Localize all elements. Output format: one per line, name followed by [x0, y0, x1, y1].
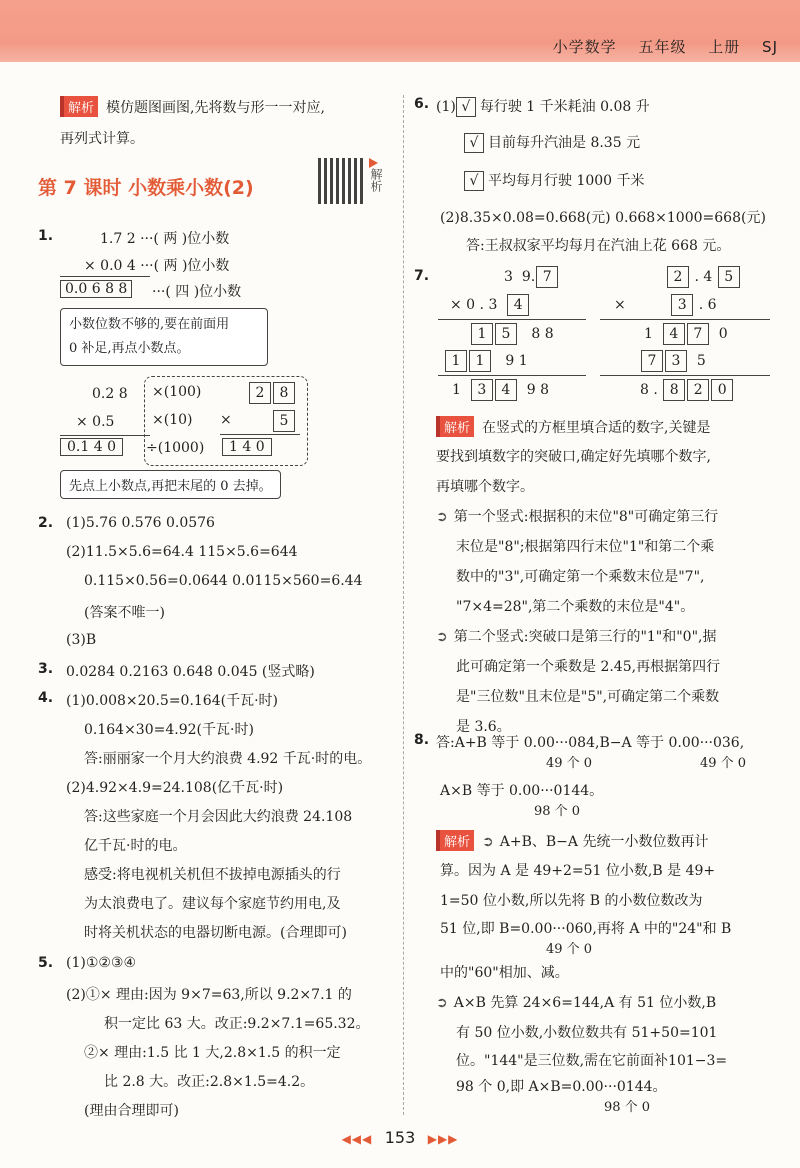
q2-line4: (答案不唯一): [84, 605, 165, 621]
arrow-icon: ➲: [436, 509, 448, 525]
q8-under5: 98 个 0: [604, 1100, 651, 1115]
q1b-mid1: ×(100): [152, 384, 202, 400]
q1-row2: × 0.0 4 ···( 两 )位小数: [84, 258, 230, 274]
q7b-row1: 2 . 4 5: [666, 266, 741, 288]
q8-line1: 答:A+B 等于 0.00···084,B−A 等于 0.00···036,: [436, 735, 745, 751]
q4-line2: 0.164×30=4.92(千瓦·时): [84, 722, 254, 738]
q4-line5: 答:这些家庭一个月会因此大约浪费 24.108: [84, 809, 353, 825]
analysis-tag: 解析: [60, 96, 98, 117]
q7a-row1: 3 9. 7: [504, 266, 559, 288]
q1b-line: [60, 435, 150, 436]
q1-note-a: 小数位数不够的,要在前面用 0 补足,再点小数点。: [60, 308, 268, 366]
play-icon: [369, 158, 378, 168]
arrow-icon: ➲: [436, 629, 448, 645]
header-band: [0, 0, 800, 62]
q2-line2: (2)11.5×5.6=64.4 115×5.6=644: [66, 544, 298, 560]
q7-p2b: 此可确定第一个乘数是 2.45,再根据第四行: [456, 659, 721, 675]
q7-p2d: 是 3.6。: [456, 719, 511, 735]
q5-line4: ②× 理由:1.5 比 1 大,2.8×1.5 的积一定: [84, 1045, 341, 1061]
q2-line3: 0.115×0.56=0.0644 0.0115×560=6.44: [84, 573, 363, 589]
q4-line7: 感受:将电视机关机但不拔掉电源插头的行: [84, 867, 341, 883]
q7-number: 7.: [414, 268, 430, 284]
q3-number: 3.: [38, 661, 54, 677]
q8-e8: 位。"144"是三位数,需在它前面补101−3=: [456, 1053, 728, 1069]
q4-line8: 为太浪费电了。建议每个家庭节约用电,及: [84, 896, 341, 912]
q8-e7: 有 50 位小数,小数位数共有 51+50=101: [456, 1025, 718, 1041]
q7b-line1: [600, 319, 770, 320]
q8-e3: 1=50 位小数,所以先将 B 的小数位数改为: [440, 893, 703, 909]
q7a-line2: [438, 375, 586, 376]
q1-row1: 1.7 2 ···( 两 )位小数: [100, 231, 230, 247]
q7b-row5: 8 . 8 2 0: [640, 379, 734, 401]
q1-row3: 0.0 6 8 8: [60, 280, 132, 298]
q8-e5: 中的"60"相加、减。: [440, 965, 569, 981]
q2-line5: (3)B: [66, 632, 97, 648]
q7-p2a: ➲ 第二个竖式:突破口是第三行的"1"和"0",据: [436, 629, 717, 645]
q4-number: 4.: [38, 690, 54, 706]
q8-number: 8.: [414, 732, 430, 748]
q6-line1: (1) √ 每行驶 1 千米耗油 0.08 升: [436, 99, 650, 115]
q7-p2c: 是"三位数"且末位是"5",可确定第二个乘数: [456, 689, 720, 705]
grade: 五年级: [638, 38, 687, 56]
q7-p1b: 末位是"8";根据第四行末位"1"和第二个乘: [456, 539, 715, 555]
check-icon: √: [464, 171, 484, 191]
q1b-row1: 0.2 8: [92, 386, 128, 402]
page-number: 153: [384, 1128, 416, 1147]
q1-line: [60, 276, 150, 277]
q7-exp1: 解析 在竖式的方框里填合适的数字,关键是: [436, 416, 710, 437]
q4-line9: 时将关机状态的电器切断电源。(合理即可): [84, 925, 347, 941]
check-icon: √: [464, 133, 484, 153]
arrow-icon: ➲: [482, 834, 494, 850]
q7a-row5: 1 3 4 9 8: [452, 379, 549, 401]
page-footer: [0, 1128, 800, 1147]
right-arrows-icon: ▶▶▶: [427, 1132, 459, 1146]
q1b-boxrow3: 1 4 0: [222, 438, 272, 456]
q6-line3: √ 平均每月行驶 1000 千米: [464, 170, 645, 191]
q6-line5: 答:王叔叔家平均每月在汽油上花 668 元。: [466, 238, 731, 254]
intro-line1: 解析 模仿题图画图,先将数与形一一对应,: [60, 96, 325, 117]
q8-under1: 49 个 0: [546, 756, 593, 771]
edition: SJ: [762, 38, 778, 56]
q4-line3: 答:丽丽家一个月大约浪费 4.92 千瓦·时的电。: [84, 751, 372, 767]
q7-p1c: 数中的"3",可确定第一个乘数末位是"7",: [456, 569, 705, 585]
q5-line5: 比 2.8 大。改正:2.8×1.5=4.2。: [104, 1074, 315, 1090]
q5-line1: (1)①②③④: [66, 955, 137, 971]
q1b-mid2: ×(10): [152, 412, 193, 428]
q4-line1: (1)0.008×20.5=0.164(千瓦·时): [66, 693, 278, 709]
q5-line3: 积一定比 63 大。改正:9.2×7.1=65.32。: [104, 1016, 370, 1032]
q2-line1: (1)5.76 0.576 0.0576: [66, 515, 215, 531]
intro-line2: 再列式计算。: [60, 131, 144, 147]
q8-e9: 98 个 0,即 A×B=0.00···0144。: [456, 1079, 667, 1095]
check-icon: √: [456, 97, 476, 117]
q7a-row2: × 0 . 3 4: [450, 294, 530, 316]
q3-line1: 0.0284 0.2163 0.648 0.045 (竖式略): [66, 664, 315, 680]
subject: 小学数学: [552, 38, 617, 56]
qr-code-icon[interactable]: [318, 158, 364, 204]
q1b-boxrow1: 2 8: [248, 382, 296, 404]
q4-line6: 亿千瓦·时的电。: [84, 838, 187, 854]
lesson-title: 第 7 课时 小数乘小数(2): [38, 177, 254, 199]
q4-line4: (2)4.92×4.9=24.108(亿千瓦·时): [66, 780, 284, 796]
q7a-line1: [438, 319, 586, 320]
q7a-row3: 1 5 8 8: [470, 323, 554, 345]
q1-row3-tail: ···( 四 )位小数: [152, 284, 242, 300]
volume: 上册: [708, 38, 741, 56]
q1-number: 1.: [38, 228, 54, 244]
q8-under4: 49 个 0: [546, 942, 593, 957]
q5-number: 5.: [38, 955, 54, 971]
q7b-row3: 1 4 7 0: [644, 323, 728, 345]
q1b-row3: 0.1 4 0: [60, 438, 123, 456]
q5-line2: (2)①× 理由:因为 9×7=63,所以 9.2×7.1 的: [66, 987, 352, 1003]
header-info: [537, 36, 778, 57]
q7a-row4: 1 1 9 1: [444, 350, 528, 372]
q1b-mid3: ÷(1000): [146, 440, 205, 456]
qr-label: 解析: [369, 168, 383, 192]
q1b-row2: × 0.5: [76, 414, 115, 430]
left-arrows-icon: ◀◀◀: [341, 1132, 373, 1146]
q7b-row4: 7 3 5: [640, 350, 706, 372]
q5-line6: (理由合理即可): [84, 1103, 179, 1119]
q8-e1: 解析 ➲ A+B、B−A 先统一小数位数再计: [436, 830, 708, 851]
q2-number: 2.: [38, 515, 54, 531]
q8-line2: A×B 等于 0.00···0144。: [440, 783, 604, 799]
q6-line4: (2)8.35×0.08=0.668(元) 0.668×1000=668(元): [440, 210, 766, 226]
arrow-icon: ➲: [436, 995, 448, 1011]
q8-e4: 51 位,即 B=0.00···060,再将 A 中的"24"和 B: [440, 921, 732, 937]
q8-under2: 49 个 0: [700, 756, 747, 771]
q8-e2: 算。因为 A 是 49+2=51 位小数,B 是 49+: [440, 863, 716, 879]
q7-p1d: "7×4=28",第二个乘数的末位是"4"。: [456, 599, 695, 615]
q8-under3: 98 个 0: [534, 804, 581, 819]
q7-exp3: 再填哪个数字。: [436, 479, 534, 495]
q7b-row2: × 3 . 6: [614, 294, 717, 316]
q6-number: 6.: [414, 96, 430, 112]
column-divider: [403, 95, 404, 1115]
q7b-line2: [600, 375, 770, 376]
q7-exp2: 要找到填数字的突破口,确定好先填哪个数字,: [436, 449, 711, 465]
q7-p1a: ➲ 第一个竖式:根据积的末位"8"可确定第三行: [436, 509, 719, 525]
q1b-boxrow2: 5: [272, 410, 296, 432]
q1b-line2: [220, 434, 300, 435]
q6-line2: √ 目前每升汽油是 8.35 元: [464, 132, 640, 153]
q1b-times: ×: [220, 412, 232, 428]
q1-note-b: 先点上小数点,再把末尾的 0 去掉。: [60, 470, 281, 499]
q8-e6: ➲ A×B 先算 24×6=144,A 有 51 位小数,B: [436, 995, 717, 1011]
